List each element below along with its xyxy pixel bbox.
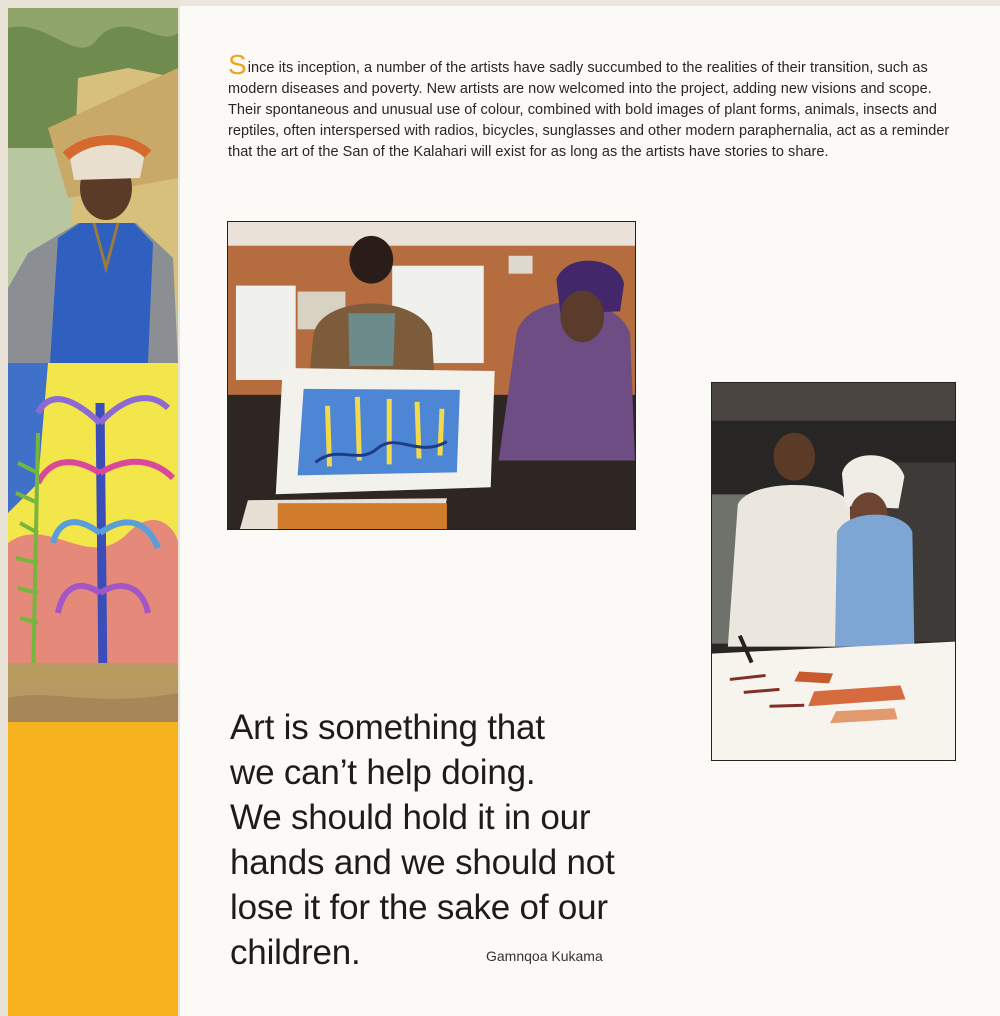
artists-with-print-photo — [227, 221, 636, 530]
quote-line-1: Art is something that — [230, 708, 545, 747]
quote-attribution: Gamnqoa Kukama — [486, 948, 603, 964]
left-image-strip — [0, 0, 180, 1016]
intro-paragraph — [228, 49, 958, 163]
quote-block — [230, 705, 750, 975]
intro-text: ince its inception, a number of the artists have sadly succumbed to the realities of their transition, such as modern diseases and poverty. New artists are now welcomed into the project, adding new visions and scope. Their spontaneous and unusual use of colour, combined with bold images of plant forms, animals, insects and reptiles, often interspersed with radios, bicycles, sunglasses and other modern paraphernalia, act as a reminder that the art of the San of the Kalahari will exist for as long as the artists have stories to share. — [228, 60, 950, 160]
quote-line-2: we can’t help doing. — [230, 753, 536, 792]
quote-line-6: children. — [230, 933, 361, 972]
quote-line-3: We should hold it in our — [230, 798, 591, 837]
quote-line-4: hands and we should not — [230, 843, 615, 882]
tree-painting-photo — [8, 363, 178, 683]
dropcap-letter: S — [228, 49, 247, 80]
woman-portrait-photo — [8, 8, 178, 363]
ground-photo — [8, 683, 178, 722]
quote-line-5: lose it for the sake of our — [230, 888, 608, 927]
orange-color-block — [8, 722, 178, 1016]
